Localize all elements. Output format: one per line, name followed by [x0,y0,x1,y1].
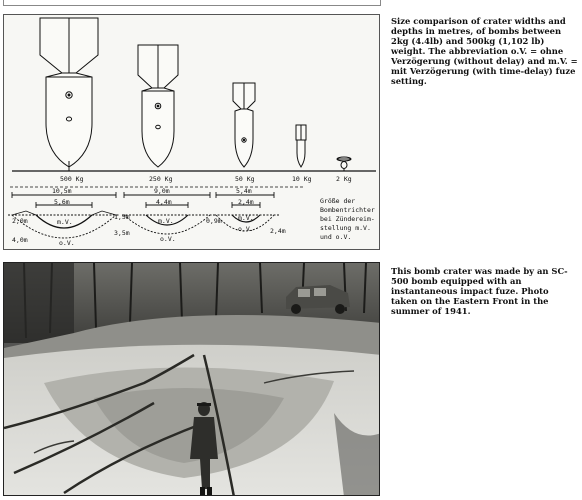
bomb-2kg [337,157,351,171]
crater500-ov-label: o.V. [59,239,75,247]
crater500-mv-label: m.V. [57,218,73,226]
diagram-caption: Size comparison of crater widths and depths in metres, of bombs between 2kg (4.4lb) and 500kg (1,102 lb) weight. The abbreviation o.V. = ohne Verzögerung (without delay) and m.V. = mit Verzögerung (with time-delay) fuze setting. [391,16,578,86]
crater250-mv-label: m.V. [158,217,174,225]
crater250-depth-mv: 1,5m [114,213,130,221]
crater-photograph [3,262,380,496]
legend-line-1: Größe der [320,197,356,205]
bomb-10kg [296,125,306,167]
top-page-edge [0,0,582,7]
bomb-250kg [138,45,178,167]
bomb-label-10: 10 Kg [292,175,312,183]
crater50-depth-ov: 2,4m [270,227,286,235]
diagram-drawing [4,15,381,251]
crater250-ov-label: o.V. [160,235,176,243]
bomb-label-500: 500 Kg [60,175,84,183]
bomb-crater-diagram [3,14,380,250]
legend-line-4: stellung m.V. [320,224,371,232]
crater50-ov-label: o.V. [238,225,254,233]
crater50-mv-label: m.V. [238,214,254,222]
legend-line-2: Bombentrichter [320,206,375,214]
bomb-500kg [40,18,98,171]
bomb-50kg [233,83,255,167]
crater50-depth-mv: 0,9m [206,217,222,225]
bomb-label-50: 50 Kg [235,175,255,183]
bomb-label-2: 2 Kg [336,175,352,183]
crater500-width-mv: 5,6m [54,198,70,206]
bomb-label-250: 250 Kg [149,175,173,183]
crater500-depth-ov: 4,0m [12,236,28,244]
photo-drawing [4,263,380,496]
legend-line-5: und o.V. [320,233,352,241]
crater500-width-ov: 10,5m [52,187,72,195]
crater250-width-ov: 9,0m [154,187,170,195]
crater50-width-ov: 5,4m [236,187,252,195]
crater250-width-mv: 4,4m [156,198,172,206]
crater250-depth-ov: 3,5m [114,229,130,237]
diagram-legend [320,197,375,241]
crater50-width-mv: 2,4m [238,198,254,206]
photo-caption: This bomb crater was made by an SC-500 bomb equipped with an instantaneous impact fuze. Photo taken on the Eastern Front in the summer of 1941. [391,266,568,316]
crater500-depth-mv: 2,0m [12,217,28,225]
legend-line-3: bei Zündereim- [320,215,375,223]
